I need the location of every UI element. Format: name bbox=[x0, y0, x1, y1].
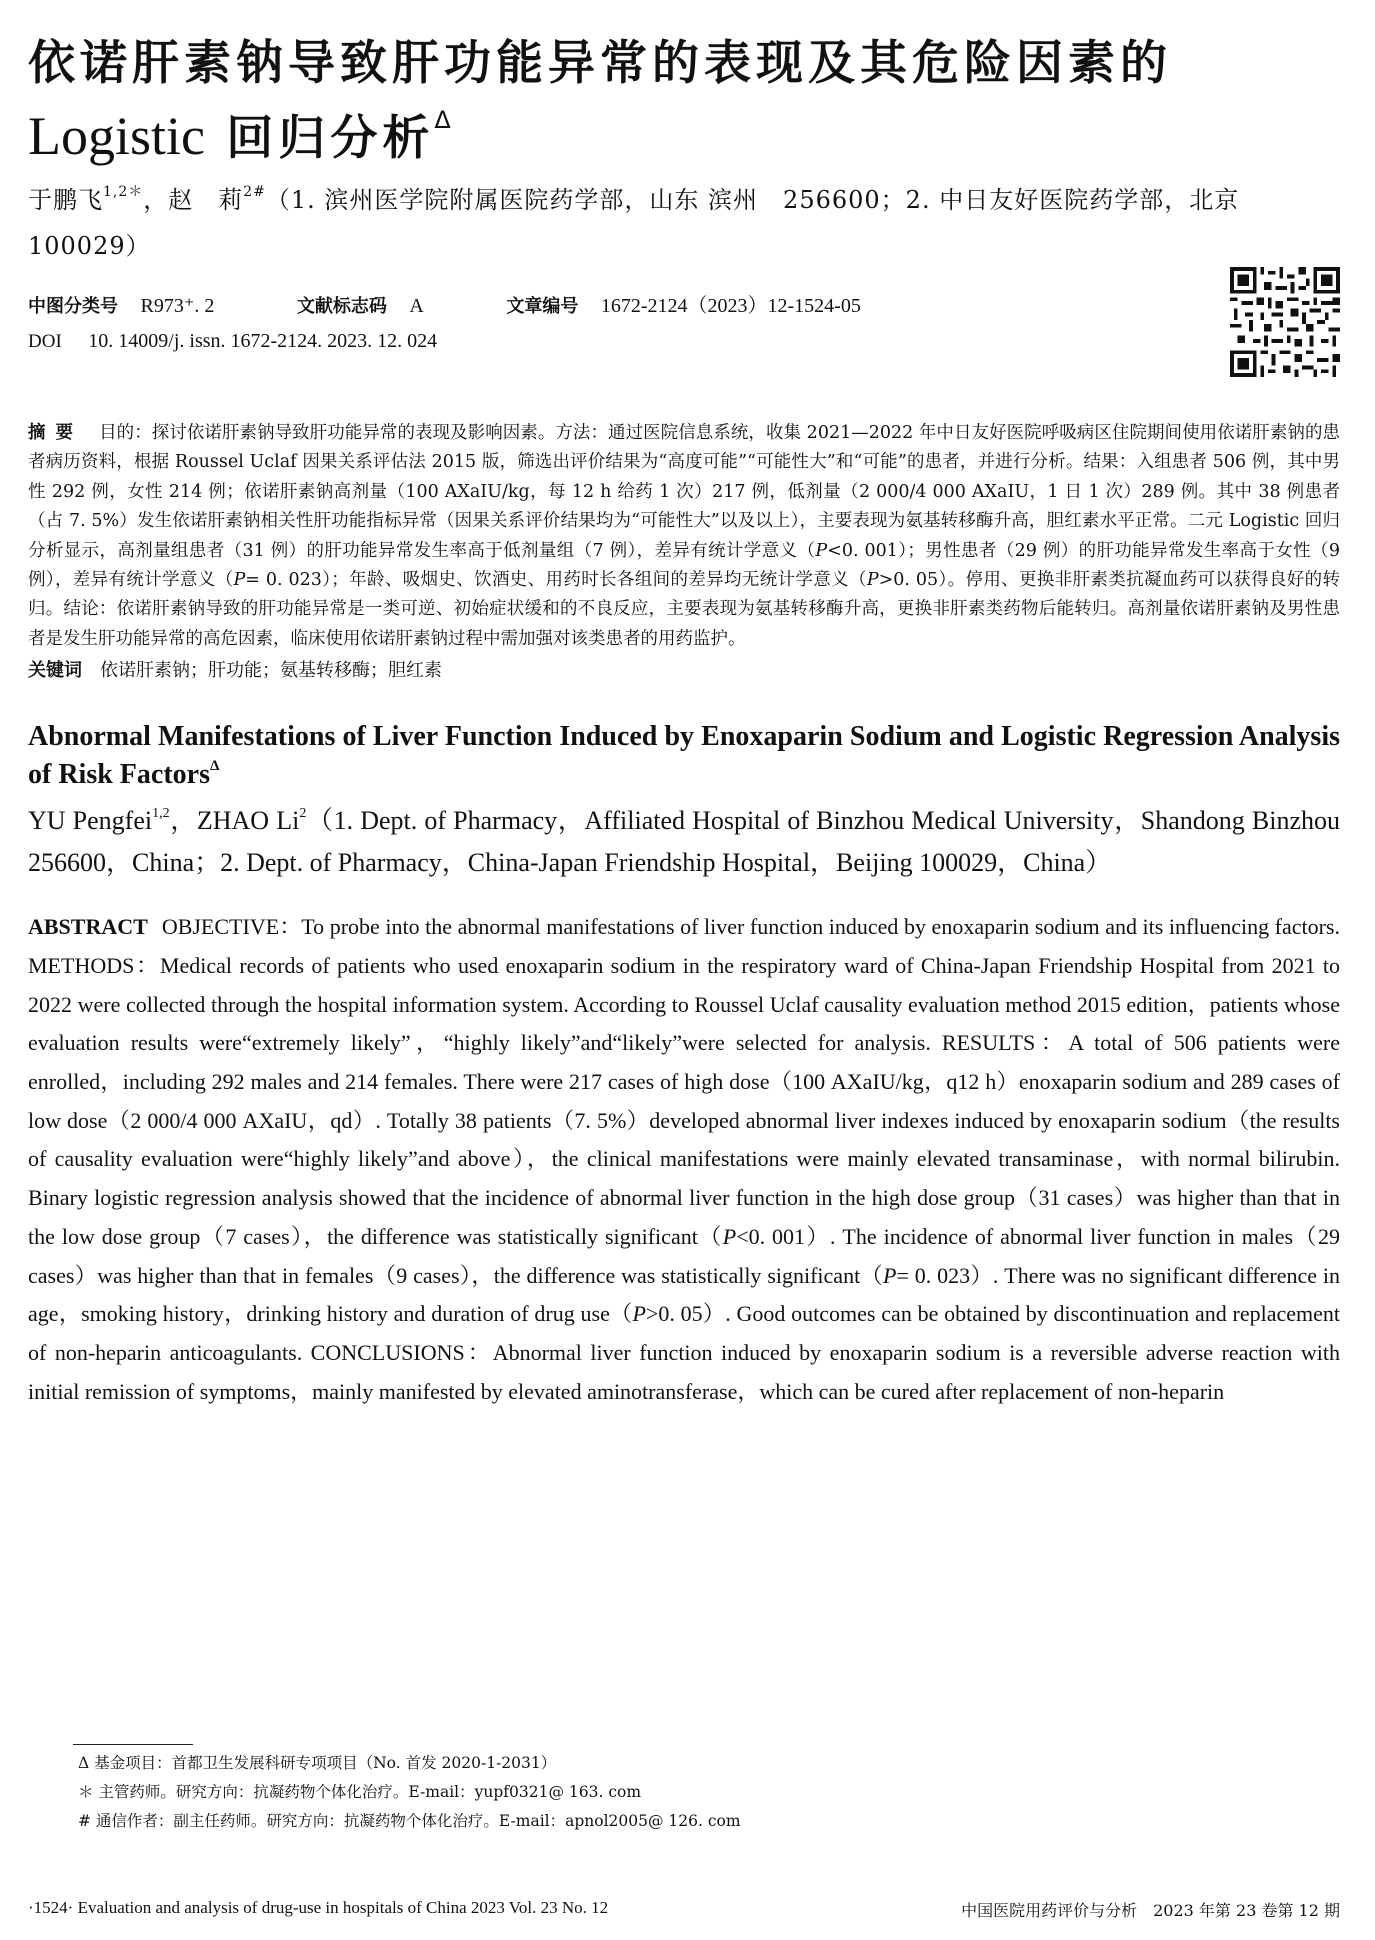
chinese-abstract-label: 摘要 bbox=[28, 423, 84, 443]
chinese-keywords-label: 关键词 bbox=[28, 660, 82, 682]
chinese-title bbox=[28, 28, 1340, 175]
classification-row bbox=[28, 291, 1340, 322]
doc-code-value: A bbox=[409, 295, 424, 317]
english-abstract-text-1: OBJECTIVE：To probe into the abnormal manifestations of liver function induced by enoxaparin sodium and its influencing factors. METHODS：Medical records of patients who used enoxaparin sodium in the respiratory ward of China-Japan Friendship Hospital from 2021 to 2022 were collected through the hospital information system. According to Roussel Uclaf causality evaluation method 2015 edition，patients whose evaluation results were“extremely likely”，“highly likely”and“likely”were selected for analysis. RESULTS：A total of 506 patients were enrolled，including 292 males and 214 females. There were 217 cases of high dose（100 AXaIU/kg，q12 h）enoxaparin sodium and 289 cases of low dose（2 000/4 000 AXaIU，qd）. Totally 38 patients（7. 5%）developed abnormal liver indexes induced by enoxaparin sodium（the results of causality evaluation were“highly likely”and above），the clinical manifestations were mainly elevated transaminase，with normal bilirubin. Binary logistic regression analysis showed that the incidence of abnormal liver function in the high dose group（31 cases）was higher than that in the low dose group（7 cases），the difference was statistically significant（ bbox=[28, 914, 1340, 1249]
running-footer bbox=[28, 1898, 1340, 1926]
affiliation-cn-line2: 100029） bbox=[28, 232, 151, 260]
p-value-symbol: P bbox=[233, 570, 246, 591]
clc-value: R973⁺. 2 bbox=[140, 295, 215, 317]
author1-en: YU Pengfei bbox=[28, 806, 153, 836]
author1-cn: 于鹏飞 bbox=[28, 186, 103, 214]
clc-label: 中图分类号 bbox=[28, 296, 118, 317]
english-abstract-text-2: <0. 001）. The incidence of abnormal liver function in males（29 cases）was higher than that in females（9 cases），the difference was statistically significant（ bbox=[28, 1223, 1341, 1288]
english-abstract-text-3: = 0. 023）. There was no significant difference in age，smoking history，drinking history and duration of drug use（ bbox=[28, 1262, 1340, 1327]
footnote-divider bbox=[73, 1744, 193, 1745]
english-title bbox=[28, 718, 1340, 794]
chinese-abstract-text-1: 目的：探讨依诺肝素钠导致肝功能异常的表现及影响因素。方法：通过医院信息系统，收集 2021—2022 年中日友好医院呼吸病区住院期间使用依诺肝素钠的患者病历资料，根据 Roussel Uclaf 因果关系评估法 2015 版，筛选出评价结果为“高度可能”“可能性大”和“可能”的患者，并进行分析。结果：入组患者 506 例，其中男性 292 例，女性 214 例；依诺肝素钠高剂量（100 AXaIU/kg，每 12 h 给药 1 次）217 例，低剂量（2 000/4 000 AXaIU，1 日 1 次）289 例。其中 38 例患者（占 7. 5%）发生依诺肝素钠相关性肝功能指标异常（因果关系评价结果均为“可能性大”以及以上），主要表现为氨基转移酶升高，胆红素水平正常。二元 Logistic 回归分析显示，高剂量组患者（31 例）的肝功能异常发生率高于低剂量组（7 例），差异有统计学意义（ bbox=[28, 423, 1341, 561]
footnote-first-author: ＊ 主管药师。研究方向：抗凝药物个体化治疗。E-mail：yupf0321@ 163. com bbox=[78, 1783, 642, 1801]
english-abstract-text-4: >0. 05）. Good outcomes can be obtained by discontinuation and replacement of non-heparin anticoagulants. CONCLUSIONS：Abnormal liver function induced by enoxaparin sodium is a reversible adverse reaction with initial remission of symptoms，mainly manifested by elevated aminotransferase，which can be cured after replacement of non-heparin bbox=[28, 1301, 1341, 1404]
p-value-symbol: P bbox=[632, 1301, 646, 1327]
doi-label: DOI bbox=[28, 331, 62, 352]
footnote-corresponding-author: # 通信作者：副主任药师。研究方向：抗凝药物个体化治疗。E-mail：apnol2005@ 126. com bbox=[78, 1812, 741, 1830]
chinese-keywords bbox=[28, 656, 1340, 686]
article-number-value: 1672-2124（2023）12-1524-05 bbox=[600, 295, 861, 317]
english-title-fund-mark: Δ bbox=[209, 758, 220, 775]
affiliation-cn: （1. 滨州医学院附属医院药学部，山东 滨州 256600；2. 中日友好医院药学部，北京 bbox=[265, 186, 1240, 214]
running-footer-right: 中国医院用药评价与分析 2023 年第 23 卷第 12 期 bbox=[961, 1901, 1340, 1920]
english-abstract-label: ABSTRACT bbox=[28, 914, 148, 940]
author2-cn-sup: 2# bbox=[243, 184, 266, 200]
chinese-abstract-text-2: <0. 001）；男性患者（29 例）的肝功能异常发生率高于女性（9 例），差异有统计学意义（ bbox=[28, 540, 1340, 591]
p-value-symbol: P bbox=[882, 1262, 897, 1288]
running-footer-left: ·1524· Evaluation and analysis of drug-use in hospitals of China 2023 Vol. 23 No. 12 bbox=[28, 1898, 609, 1917]
doi-row bbox=[28, 326, 1340, 357]
qr-code-icon bbox=[1230, 267, 1340, 377]
author2-en-sup: 2 bbox=[299, 806, 307, 822]
chinese-abstract-text-3: = 0. 023）；年龄、吸烟史、饮酒史、用药时长各组间的差异均无统计学意义（ bbox=[245, 570, 867, 591]
chinese-authors bbox=[28, 177, 1340, 269]
author-sep-cn: ，赵 莉 bbox=[143, 186, 244, 214]
chinese-title-latin: Logistic bbox=[28, 106, 205, 166]
doi-value: 10. 14009/j. issn. 1672-2124. 2023. 12. 024 bbox=[88, 330, 438, 352]
doc-code-label: 文献标志码 bbox=[296, 296, 387, 317]
chinese-abstract-text-4: >0. 05）。停用、更换非肝素类抗凝血药可以获得良好的转归。结论：依诺肝素钠导致的肝功能异常是一类可逆、初始症状缓和的不良反应，主要表现为氨基转移酶升高，更换非肝素类药物后能转归。高剂量依诺肝素钠及男性患者是发生肝功能异常的高危因素，临床使用依诺肝素钠过程中需加强对该类患者的用药监护。 bbox=[28, 570, 1340, 649]
chinese-keywords-text: 依诺肝素钠；肝功能；氨基转移酶；胆红素 bbox=[100, 660, 442, 682]
chinese-abstract bbox=[28, 419, 1340, 654]
english-abstract bbox=[28, 908, 1340, 1411]
author1-cn-sup: 1,2＊ bbox=[103, 184, 144, 200]
author2-en: ，ZHAO Li bbox=[169, 806, 300, 836]
footnotes bbox=[28, 1744, 1340, 1836]
author1-en-sup: 1,2 bbox=[152, 806, 170, 822]
english-authors bbox=[28, 800, 1340, 884]
affiliation-en: （1. Dept. of Pharmacy，Affiliated Hospital of Binzhou Medical University，Shandong Binzhou 256600，China；2. Dept. of Pharmacy，China-Japan Friendship Hospital，Beijing 100029，China） bbox=[28, 806, 1340, 878]
article-meta bbox=[28, 291, 1340, 411]
p-value-symbol: P bbox=[815, 540, 828, 561]
english-title-text: Abnormal Manifestations of Liver Function Induced by Enoxaparin Sodium and Logistic Regression Analysis of Risk Factors bbox=[28, 721, 1340, 791]
title-fund-mark: Δ bbox=[434, 106, 456, 134]
p-value-symbol: P bbox=[866, 570, 879, 591]
article-number-label: 文章编号 bbox=[506, 296, 579, 317]
footnote-funding: Δ 基金项目：首都卫生发展科研专项项目（No. 首发 2020-1-2031） bbox=[78, 1754, 557, 1772]
chinese-title-line1: 依诺肝素钠导致肝功能异常的表现及其危险因素的 bbox=[28, 36, 1172, 91]
chinese-title-rest: 回归分析 bbox=[204, 111, 435, 166]
p-value-symbol: P bbox=[722, 1223, 737, 1249]
